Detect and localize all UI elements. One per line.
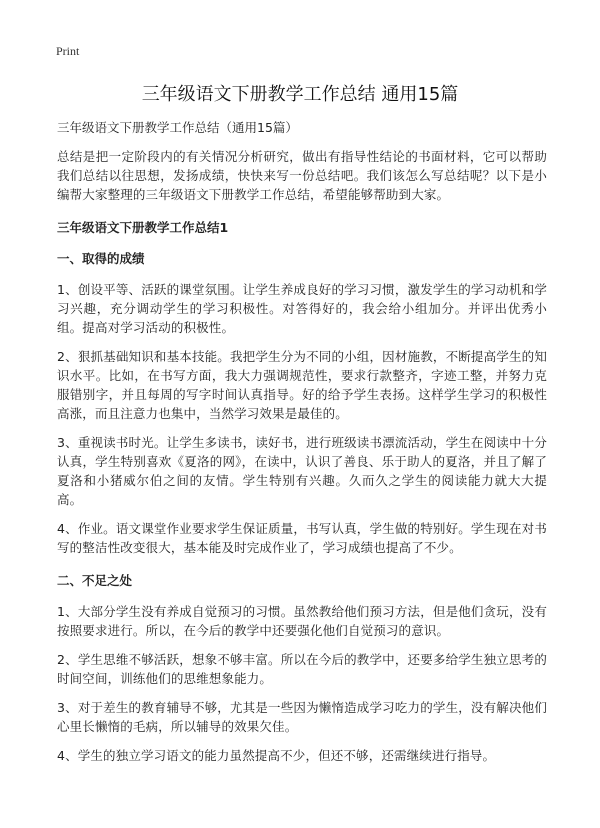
shortcoming-item: 2、学生思维不够活跃，想象不够丰富。所以在今后的教学中，还要多给学生独立思考的时间空间，训练他们的思维想象能力。	[57, 652, 547, 686]
achievement-item: 4、作业。语文课堂作业要求学生保证质量，书写认真，学生做的特别好。学生现在对书写的整洁性改变很大，基本能及时完成作业了，学习成绩也提高了不少。	[57, 521, 547, 555]
heading-shortcomings: 二、不足之处	[57, 573, 133, 588]
subtitle: 三年级语文下册教学工作总结（通用15篇）	[57, 120, 298, 135]
shortcoming-item: 1、大部分学生没有养成自觉预习的习惯。虽然教给他们预习方法，但是他们贪玩，没有按照要求进行。所以，在今后的教学中还要强化他们自觉预习的意识。	[57, 604, 547, 638]
document-body	[57, 118, 547, 775]
intro-paragraph: 总结是把一定阶段内的有关情况分析研究，做出有指导性结论的书面材料，它可以帮助我们总结以往思想，发扬成绩，快快来写一份总结吧。我们该怎么写总结呢？以下是小编帮大家整理的三年级语文下册教学工作总结，希望能够帮助到大家。	[57, 149, 547, 202]
achievement-item: 1、创设平等、活跃的课堂氛围。让学生养成良好的学习习惯，激发学生的学习动机和学习兴趣，充分调动学生的学习积极性。对答得好的，我会给小组加分。并评出优秀小组。提高对学习活动的积极性。	[57, 282, 547, 335]
print-link[interactable]: Print	[56, 44, 80, 58]
achievement-item: 3、重视读书时光。让学生多读书，读好书，进行班级读书漂流活动，学生在阅读中十分认真，学生特别喜欢《夏洛的网》，在读中，认识了善良、乐于助人的夏洛，并且了解了夏洛和小猪威尔伯之间的友情。学生特别有兴趣。久而久之学生的阅读能力就大大提高。	[57, 435, 547, 507]
page-title: 三年级语文下册教学工作总结 通用15篇	[141, 84, 459, 105]
achievement-item: 2、狠抓基础知识和基本技能。我把学生分为不同的小组，因材施教，不断提高学生的知识水平。比如，在书写方面，我大力强调规范性，要求行款整齐，字迹工整，并努力克服错别字，并且每周的写字时间认真指导。好的给予学生表扬。这样学生学习的积极性高涨，而且注意力也集中，当然学习效果是最佳的。	[57, 349, 547, 421]
section-title: 三年级语文下册教学工作总结1	[57, 220, 229, 235]
shortcoming-item: 4、学生的独立学习语文的能力虽然提高不少，但还不够，还需继续进行指导。	[57, 748, 496, 763]
shortcoming-item: 3、对于差生的教育辅导不够，尤其是一些因为懒惰造成学习吃力的学生，没有解决他们心里长懒惰的毛病，所以辅导的效果欠佳。	[57, 700, 547, 734]
heading-achievements: 一、取得的成绩	[57, 251, 145, 266]
